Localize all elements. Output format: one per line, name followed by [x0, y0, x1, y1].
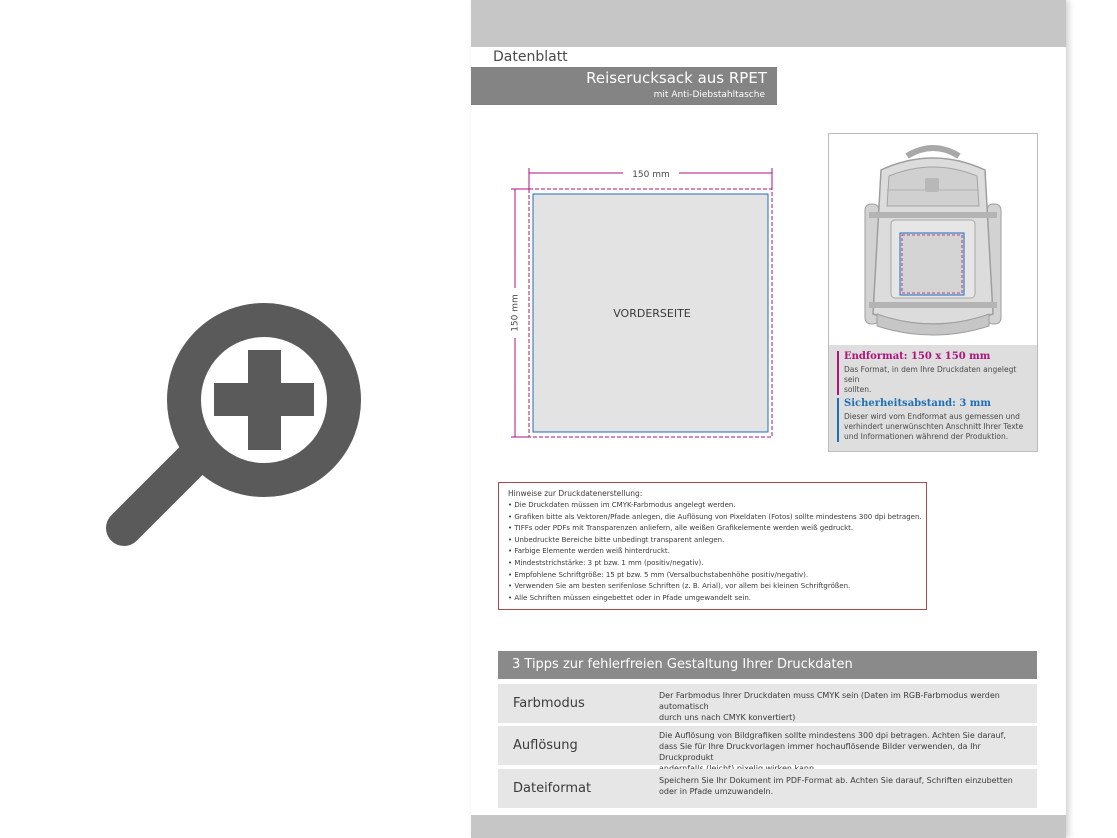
safety-text: Dieser wird vom Endformat aus gemessen und verhindert unerwünschten Anschnitt Ihrer Texte und Informationen während der Produktion.	[844, 412, 1024, 441]
tip-row-farbmodus	[498, 684, 1037, 723]
hint-item: • Alle Schriften müssen eingebettet oder in Pfade umgewandelt sein.	[508, 593, 917, 605]
hint-item: • Verwenden Sie am besten serifenlose Schriften (z. B. Arial), vor allem bei kleinen Schriftgrößen.	[508, 581, 917, 593]
endformat-title: Endformat: 150 x 150 mm	[844, 351, 991, 362]
hint-item: • Mindeststrichstärke: 3 pt bzw. 1 mm (positiv/negativ).	[508, 558, 917, 570]
hints-list	[508, 500, 922, 604]
tip-text: Der Farbmodus Ihrer Druckdaten muss CMYK sein (Daten im RGB-Farbmodus werden automatisch durch uns nach CMYK konvertiert)	[659, 691, 1000, 722]
sheet-bottom-band	[471, 815, 1066, 838]
print-hints-box	[498, 482, 927, 610]
print-area-marker	[900, 233, 964, 295]
tip-label: Dateiformat	[513, 781, 592, 796]
product-info-panel	[829, 345, 1037, 451]
endformat-text: Das Format, in dem Ihre Druckdaten angelegt sein sollten.	[844, 365, 1017, 394]
hint-item: • Grafiken bitte als Vektoren/Pfade anlegen, die Auflösung von Pixeldaten (Fotos) sollte mindestens 300 dpi betragen.	[508, 512, 917, 524]
width-label: 150 mm	[632, 170, 670, 180]
tip-text: Speichern Sie Ihr Dokument im PDF-Format ab. Achten Sie darauf, Schriften einzubetten oder in Pfade umzuwandeln.	[659, 776, 1013, 796]
zoom-in-icon[interactable]	[100, 288, 364, 552]
tip-label: Farbmodus	[513, 696, 585, 711]
tip-label: Auflösung	[513, 738, 578, 753]
tip-row-aufloesung	[498, 726, 1037, 765]
hint-item: • Empfohlene Schriftgröße: 15 pt bzw. 5 mm (Versalbuchstabenhöhe positiv/negativ).	[508, 570, 917, 582]
height-label: 150 mm	[510, 294, 521, 332]
sheet-top-band	[471, 0, 1066, 47]
title-bar	[471, 67, 777, 105]
hint-item: • Die Druckdaten müssen im CMYK-Farbmodus angelegt werden.	[508, 500, 917, 512]
datasheet-page	[471, 0, 1066, 838]
hints-title: Hinweise zur Druckdatenerstellung:	[508, 489, 643, 498]
print-template	[471, 160, 791, 450]
tip-row-dateiformat	[498, 769, 1037, 808]
tip-text: Die Auflösung von Bildgrafiken sollte mindestens 300 dpi betragen. Achten Sie darauf, dass Sie für Ihre Druckvorlagen immer hochauflösende Bilder verwenden, da Ihr Druckprodukt	[659, 731, 1006, 762]
safety-info	[837, 398, 1033, 442]
product-subtitle: mit Anti-Diebstahltasche	[653, 90, 765, 100]
hint-item: • Farbige Elemente werden weiß hinterdruckt.	[508, 546, 917, 558]
safety-title: Sicherheitsabstand: 3 mm	[844, 398, 991, 409]
sheet-tag: Datenblatt	[471, 47, 591, 67]
side-label: VORDERSEITE	[613, 307, 691, 320]
product-title: Reiserucksack aus RPET	[586, 69, 767, 87]
zoom-area[interactable]	[0, 0, 470, 838]
product-preview-box	[828, 133, 1038, 452]
endformat-info	[837, 351, 1033, 395]
hint-item: • TIFFs oder PDFs mit Transparenzen anliefern, alle weißen Grafikelemente werden weiß gedruckt.	[508, 523, 917, 535]
hint-item: • Unbedruckte Bereiche bitte unbedingt transparent anlegen.	[508, 535, 917, 547]
tips-header: 3 Tipps zur fehlerfreien Gestaltung Ihrer Druckdaten	[498, 651, 1037, 679]
backpack-illustration	[829, 134, 1037, 342]
